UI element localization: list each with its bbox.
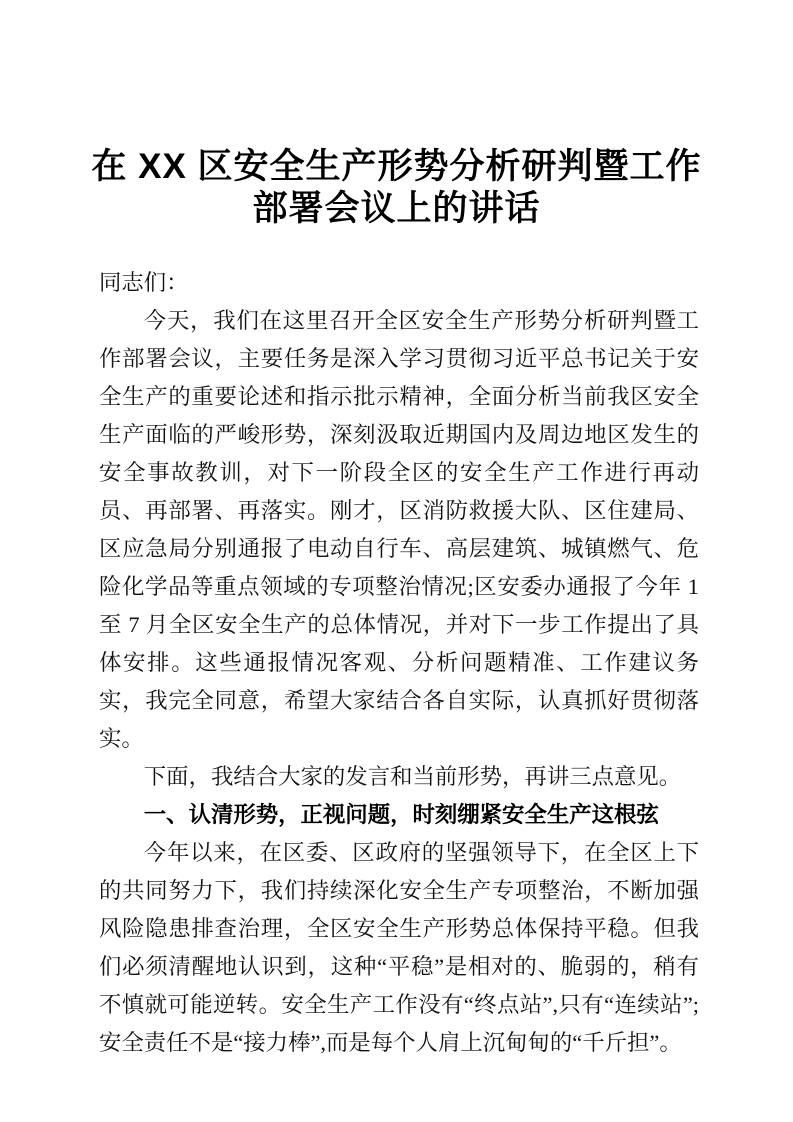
document-title <box>0 146 793 230</box>
paragraph-opening: 今天，我们在这里召开全区安全生产形势分析研判暨工作部署会议，主要任务是深入学习贯彻习近平总书记关于安全生产的重要论述和指示批示精神，全面分析当前我区安全生产面临的严峻形势，深刻汲取近期国内及周边地区发生的安全事故教训，对下一阶段全区的安全生产工作进行再动员、再部署、再落实。刚才，区消防救援大队、区住建局、区应急局分别通报了电动自行车、高层建筑、城镇燃气、危险化学品等重点领域的专项整治情况;区安委办通报了今年 1 至 7 月全区安全生产的总体情况，并对下一步工作提出了具体安排。这些通报情况客观、分析问题精准、工作建议务实，我完全同意，希望大家结合各自实际，认真抓好贯彻落实。 <box>99 308 699 751</box>
document-body <box>99 264 699 1062</box>
salutation: 同志们： <box>99 270 189 295</box>
paragraph-section-1-body: 今年以来，在区委、区政府的坚强领导下，在全区上下的共同努力下，我们持续深化安全生产专项整治，不断加强风险隐患排查治理，全区安全生产形势总体保持平稳。但我们必须清醒地认识到，这种“平稳”是相对的、脆弱的，稍有不慎就可能逆转。安全生产工作没有“终点站”,只有“连续站”;安全责任不是“接力棒”,而是每个人肩上沉甸甸的“千斤担”。 <box>99 840 699 1055</box>
document-title-line-2: 部署会议上的讲话 <box>252 189 541 228</box>
paragraph-transition: 下面，我结合大家的发言和当前形势，再讲三点意见。 <box>143 764 682 789</box>
document-title-line-1: 在 XX 区安全生产形势分析研判暨工作 <box>91 147 702 186</box>
section-heading-1: 一、认清形势，正视问题，时刻绷紧安全生产这根弦 <box>143 802 659 827</box>
